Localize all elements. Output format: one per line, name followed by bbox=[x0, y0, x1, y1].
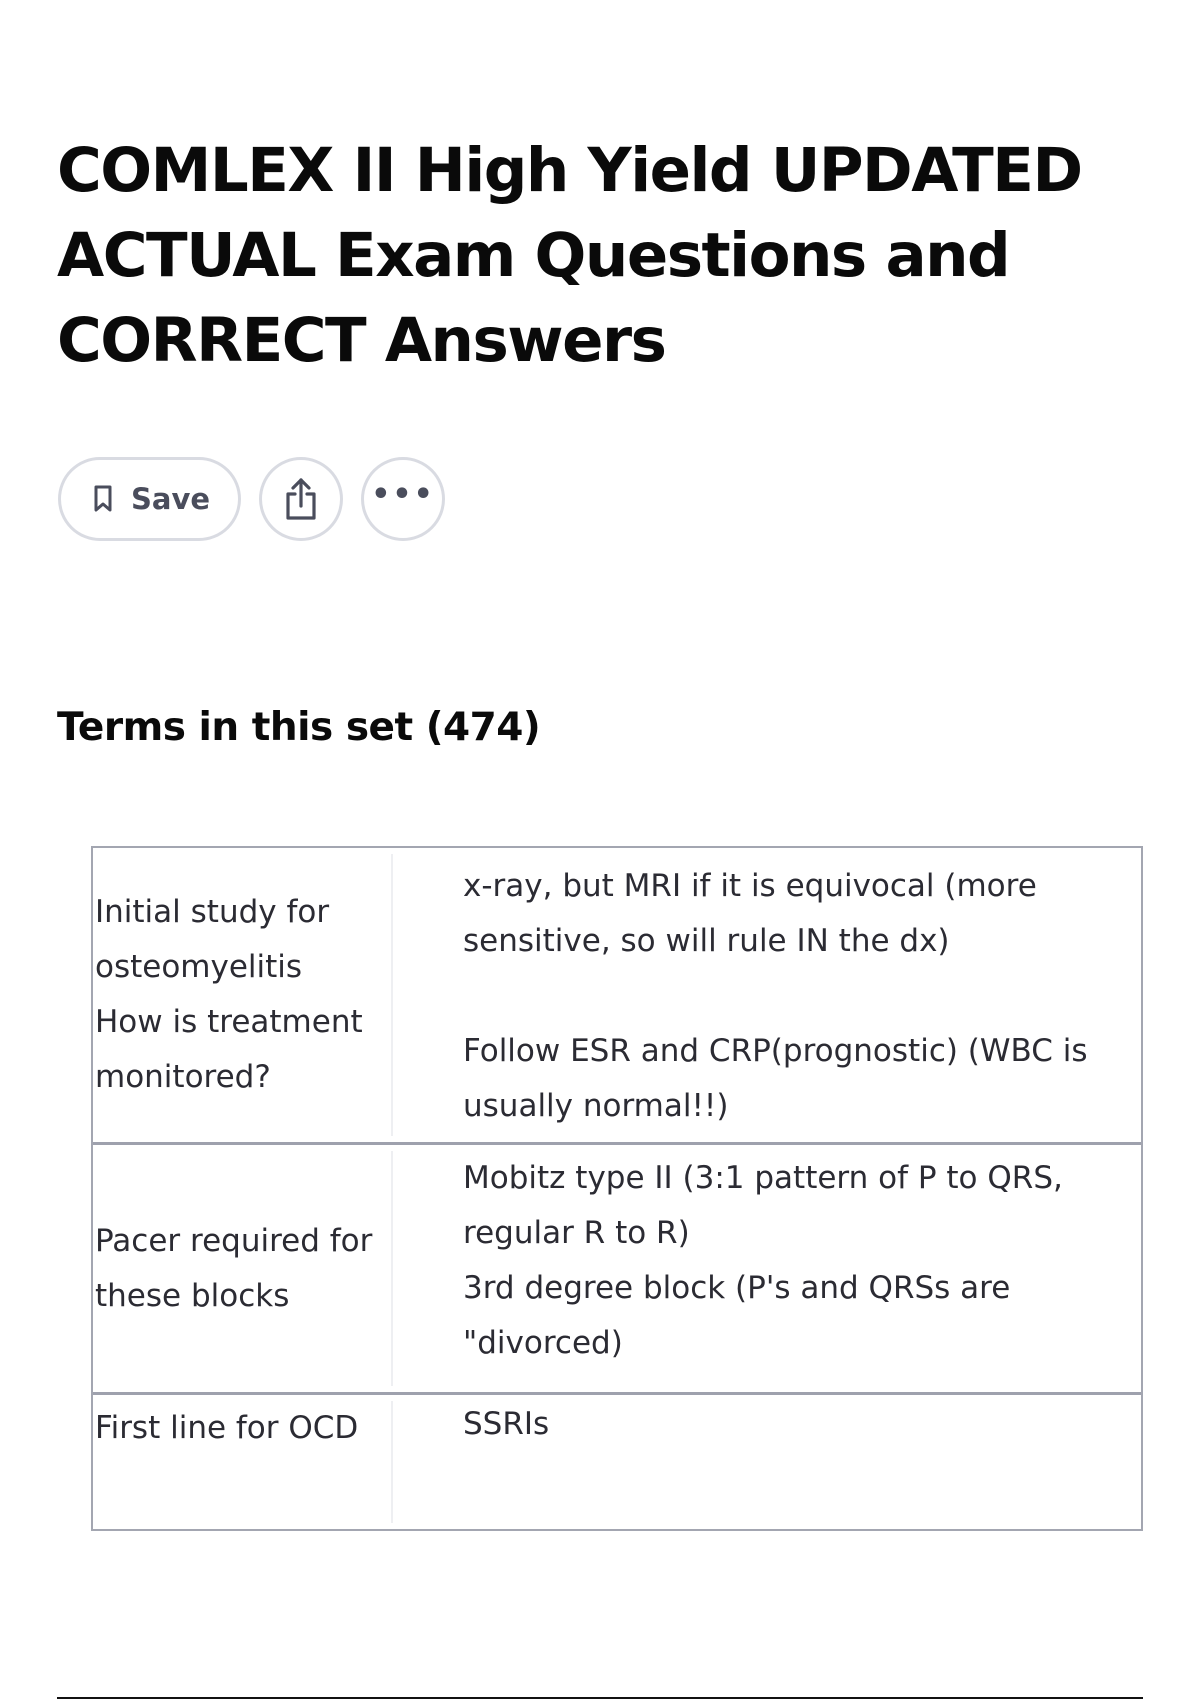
page-title: COMLEX II High Yield UPDATED ACTUAL Exam Questions and CORRECT Answers bbox=[57, 135, 1082, 376]
term-cell: First line for OCD bbox=[93, 1401, 393, 1523]
action-bar bbox=[58, 457, 445, 541]
term-row bbox=[93, 1142, 1141, 1392]
term-row bbox=[93, 1392, 1141, 1529]
terms-heading: Terms in this set (474) bbox=[57, 705, 541, 750]
bottom-divider bbox=[57, 1697, 1143, 1699]
definition-cell: x-ray, but MRI if it is equivocal (more sensitive, so will rule IN the dx) Follow ESR and CRP(prognostic) (WBC is usually normal!!) bbox=[463, 868, 1088, 1124]
definition-cell: SSRIs bbox=[463, 1406, 550, 1442]
share-icon bbox=[282, 477, 320, 521]
bookmark-icon bbox=[93, 485, 113, 513]
term-cell: Initial study for osteomyelitis How is treatment monitored? bbox=[93, 854, 393, 1136]
terms-table bbox=[91, 846, 1143, 1531]
term-cell: Pacer required for these blocks bbox=[93, 1151, 393, 1386]
share-button[interactable] bbox=[259, 457, 343, 541]
more-options-button[interactable] bbox=[361, 457, 445, 541]
definition-cell: Mobitz type II (3:1 pattern of P to QRS, regular R to R) 3rd degree block (P's and QRSs are "divorced) bbox=[463, 1160, 1063, 1361]
save-button[interactable] bbox=[58, 457, 241, 541]
save-button-label: Save bbox=[131, 482, 211, 516]
more-dots-icon: ••• bbox=[371, 477, 435, 512]
term-row bbox=[93, 848, 1141, 1142]
